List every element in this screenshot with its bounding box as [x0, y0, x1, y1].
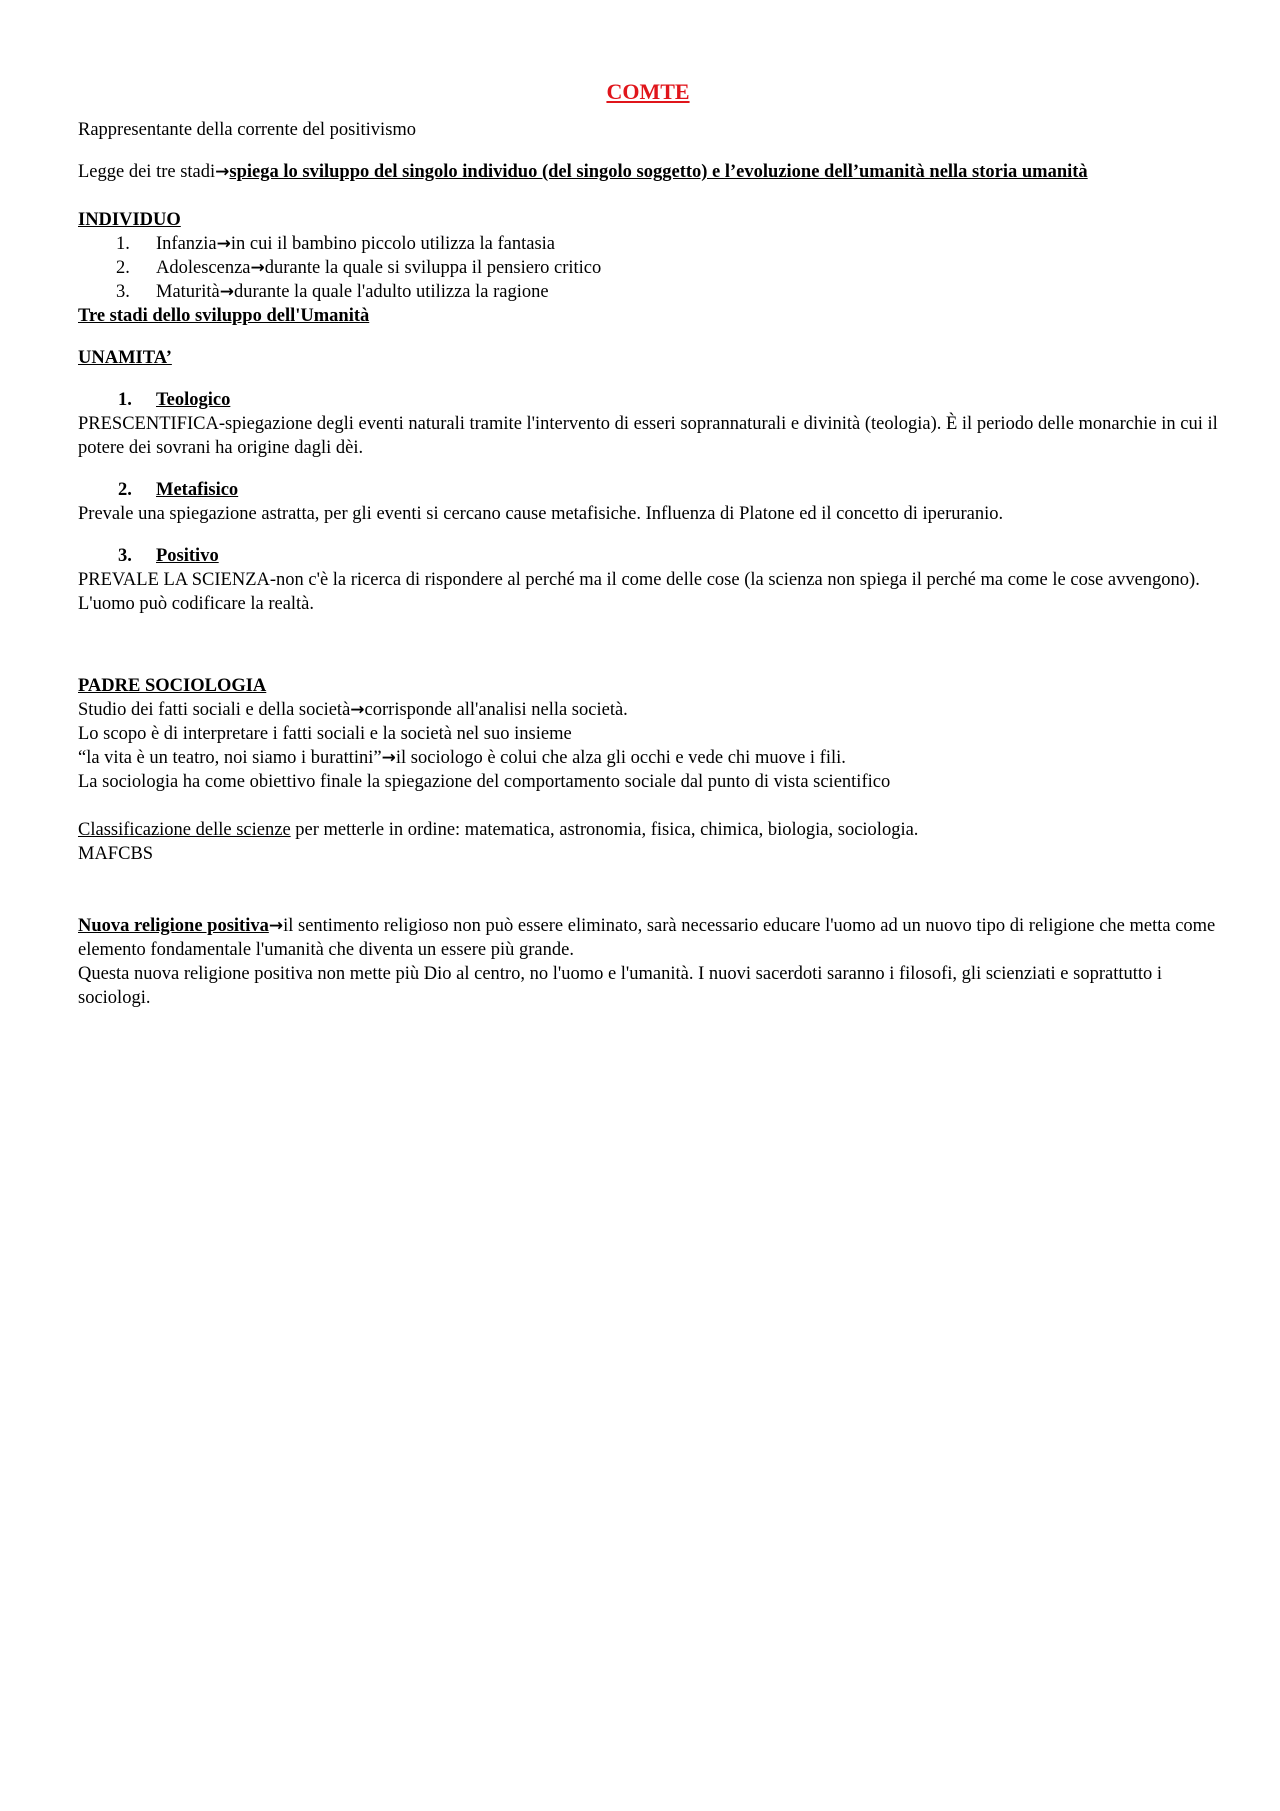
list-number: 3. — [116, 282, 130, 302]
quote: “la vita è un teatro, noi siamo i burattini” — [78, 748, 382, 768]
item-desc: durante la quale l'adulto utilizza la ragione — [233, 282, 549, 302]
stage-heading-metafisico — [78, 478, 1218, 502]
law-prefix: Legge dei tre stadi — [78, 162, 216, 182]
classificazione-label: Classificazione delle scienze — [78, 820, 291, 840]
stage-heading-teologico — [78, 388, 1218, 412]
arrow-icon: → — [219, 282, 234, 302]
arrow-icon: → — [250, 258, 265, 278]
list-number: 1. — [116, 234, 130, 254]
spacer — [78, 794, 1218, 818]
item-term: Infanzia — [156, 234, 217, 254]
line-suffix: corrisponde all'analisi nella società. — [364, 700, 628, 720]
spacer — [78, 616, 1218, 674]
line-suffix: il sociologo è colui che alza gli occhi e vede chi muove i fili. — [395, 748, 846, 768]
list-item — [78, 232, 1218, 256]
stage-text-positivo: PREVALE LA SCIENZA-non c'è la ricerca di rispondere al perché ma il come delle cose (la scienza non spiega il perché ma come le cose avvengono). L'uomo può codificare la realtà. — [78, 570, 1200, 614]
sociologia-line-2: Lo scopo è di interpretare i fatti sociali e la società nel suo insieme — [78, 724, 572, 744]
religione-paragraph-2: Questa nuova religione positiva non mette più Dio al centro, no l'uomo e l'umanità. I nuovi sacerdoti saranno i filosofi, gli scienziati e soprattutto i sociologi. — [78, 964, 1163, 1008]
unamita-heading: UNAMITA’ — [78, 348, 172, 368]
individuo-list — [78, 232, 1218, 304]
list-number: 2. — [116, 258, 130, 278]
stage-name: Positivo — [156, 546, 219, 566]
spacer — [78, 866, 1218, 914]
stage-name: Metafisico — [156, 480, 239, 500]
stage-text-metafisico: Prevale una spiegazione astratta, per gli eventi si cercano cause metafisiche. Influenza di Platone ed il concetto di iperuranio. — [78, 504, 1004, 524]
sociologia-line-4: La sociologia ha come obiettivo finale la spiegazione del comportamento sociale dal punto di vista scientifico — [78, 772, 891, 792]
classificazione-line — [78, 818, 1218, 842]
list-item — [78, 256, 1218, 280]
arrow-icon: → — [215, 162, 230, 182]
religione-text-1: il sentimento religioso non può essere eliminato, sarà necessario educare l'uomo ad un nuovo tipo di religione che metta come elemento fondamentale l'umanità che diventa un essere più grande. — [78, 916, 1216, 960]
page-title: COMTE — [606, 79, 690, 104]
classificazione-acronym: MAFCBS — [78, 844, 154, 864]
stage-text-teologico: PRESCENTIFICA-spiegazione degli eventi naturali tramite l'intervento di esseri soprannaturali e divinità (teologia). È il periodo delle monarchie in cui il potere dei sovrani ha origine dagli dèi. — [78, 414, 1218, 458]
stage-name: Teologico — [156, 390, 231, 410]
arrow-icon: → — [268, 916, 284, 936]
stage-number: 1. — [118, 390, 132, 410]
arrow-icon: → — [350, 700, 365, 720]
classificazione-text: per metterle in ordine: matematica, astronomia, fisica, chimica, biologia, sociologia. — [290, 820, 919, 840]
line-prefix: Studio dei fatti sociali e della società — [78, 700, 351, 720]
list-item — [78, 280, 1218, 304]
arrow-icon: → — [216, 234, 231, 254]
law-line — [78, 160, 1218, 184]
stage-heading-positivo — [78, 544, 1218, 568]
item-desc: durante la quale si sviluppa il pensiero critico — [264, 258, 602, 278]
sociologia-line-1 — [78, 698, 1218, 722]
law-emphasis: spiega lo sviluppo del singolo individuo (del singolo soggetto) e l’evoluzione dell’umanità nella storia umanità — [229, 162, 1088, 182]
item-desc: in cui il bambino piccolo utilizza la fantasia — [230, 234, 556, 254]
religione-label: Nuova religione positiva — [78, 916, 269, 936]
item-term: Maturità — [156, 282, 220, 302]
religione-paragraph — [78, 914, 1218, 962]
document-content — [78, 78, 1218, 1010]
intro-line: Rappresentante della corrente del positivismo — [78, 120, 417, 140]
stage-number: 3. — [118, 546, 132, 566]
sociologia-line-3 — [78, 746, 1218, 770]
sociologia-heading: PADRE SOCIOLOGIA — [78, 676, 267, 696]
individuo-heading: INDIVIDUO — [78, 210, 181, 230]
item-term: Adolescenza — [156, 258, 251, 278]
umanita-heading: Tre stadi dello sviluppo dell'Umanità — [78, 306, 370, 326]
arrow-icon: → — [381, 748, 396, 768]
stage-number: 2. — [118, 480, 132, 500]
